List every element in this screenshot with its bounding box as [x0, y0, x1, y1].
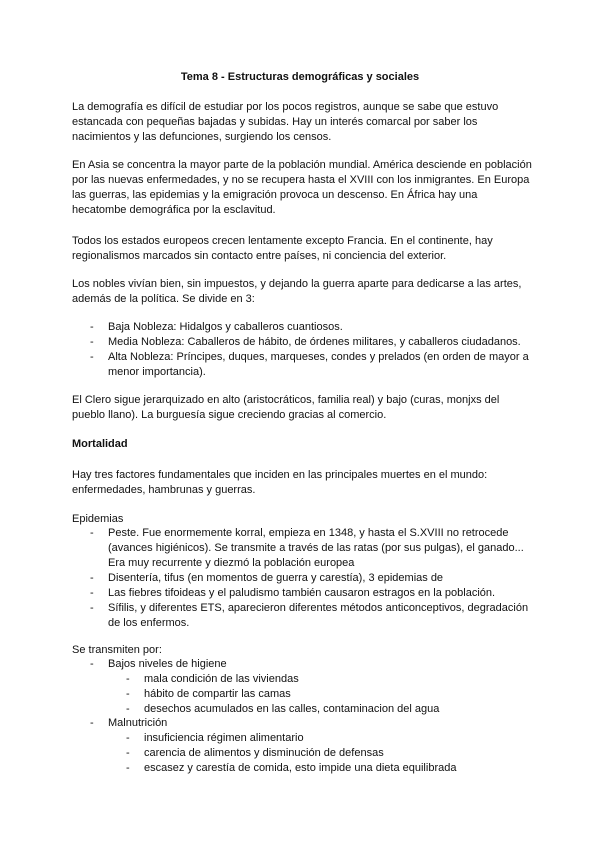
paragraph-asia: En Asia se concentra la mayor parte de la población mundial. América desciende en población por las nuevas enfermedades, y no se recupera hasta el XVIII con los inmigrantes. En Europa las guerras, las epidemias y la emigración provoca un descenso. En África hay una hecatombe demográfica por la esclavitud.	[72, 159, 532, 216]
dash-bullet: -	[90, 658, 94, 670]
list-item: - Malnutrición	[90, 717, 168, 729]
list-item: - Disentería, tifus (en momentos de guerra y carestía), 3 epidemias de	[90, 572, 444, 584]
paragraph-estados-europeos: Todos los estados europeos crecen lentamente excepto Francia. En el continente, hay regionalismos marcados sin contacto entre países, ni conciencia del exterior.	[72, 235, 493, 262]
paragraph-factores: Hay tres factores fundamentales que inciden en las principales muertes en el mundo: enfermedades, hambrunas y guerras.	[72, 469, 488, 496]
list-item: - insuficiencia régimen alimentario	[126, 732, 304, 744]
list-item: - Bajos niveles de higiene	[90, 658, 227, 670]
nobleza-list	[90, 320, 532, 380]
list-item: - Alta Nobleza: Príncipes, duques, marqueses, condes y prelados (en orden de mayor a menor importancia).	[90, 351, 529, 378]
list-item: - escasez y carestía de comida, esto impide una dieta equilibrada	[126, 762, 457, 774]
dash-bullet: -	[126, 747, 130, 759]
list-item: - carencia de alimentos y disminución de defensas	[126, 747, 384, 759]
dash-bullet: -	[126, 688, 130, 700]
list-item: - Sífilis, y diferentes ETS, aparecieron diferentes métodos anticonceptivos, degradación de los enfermos.	[90, 602, 529, 629]
paragraph-clero: El Clero sigue jerarquizado en alto (aristocráticos, familia real) y bajo (curas, monjxs del pueblo llano). La burguesía sigue creciendo gracias al comercio.	[72, 394, 500, 421]
epidemias-list	[90, 526, 532, 631]
document-title: Tema 8 - Estructuras demográficas y sociales	[180, 71, 420, 83]
paragraph-demografia: La demografía es difícil de estudiar por los pocos registros, aunque se sabe que estuvo estancada con pequeñas bajadas y subidas. Hay un interés comarcal por saber los nacimientos y las defunciones, surgiendo los censos.	[72, 101, 499, 143]
list-item: - mala condición de las viviendas	[126, 673, 299, 685]
list-item: - Las fiebres tifoideas y el paludismo también causaron estragos en la población.	[90, 587, 496, 599]
dash-bullet: -	[126, 673, 130, 685]
malnutricion-sub-list	[126, 731, 532, 776]
dash-bullet: -	[126, 703, 130, 715]
dash-bullet: -	[90, 321, 94, 333]
list-item: - Baja Nobleza: Hidalgos y caballeros cuantiosos.	[90, 321, 343, 333]
epidemias-label: Epidemias	[72, 513, 124, 525]
dash-bullet: -	[126, 732, 130, 744]
section-heading-mortalidad: Mortalidad	[72, 438, 128, 450]
dash-bullet: -	[90, 572, 94, 584]
list-item: - Media Nobleza: Caballeros de hábito, de órdenes militares, y caballeros ciudadanos.	[90, 336, 521, 348]
dash-bullet: -	[90, 527, 94, 539]
list-item: - hábito de compartir las camas	[126, 688, 291, 700]
dash-bullet: -	[90, 602, 94, 614]
dash-bullet: -	[90, 336, 94, 348]
paragraph-nobles: Los nobles vivían bien, sin impuestos, y dejando la guerra aparte para dedicarse a las artes, además de la política. Se divide en 3:	[72, 278, 522, 305]
transmiten-label: Se transmiten por:	[72, 644, 162, 656]
higiene-sub-list	[126, 672, 532, 717]
higiene-list	[90, 657, 532, 672]
dash-bullet: -	[90, 717, 94, 729]
dash-bullet: -	[90, 587, 94, 599]
dash-bullet: -	[90, 351, 94, 363]
list-item: - Peste. Fue enormemente korral, empieza en 1348, y hasta el S.XVIII no retrocede (avances higiénicos). Se transmite a través de las ratas (por sus pulgas), el ganado... Era muy recurrente y diezmó la población europea	[90, 527, 524, 569]
list-item: - desechos acumulados en las calles, contaminacion del agua	[126, 703, 440, 715]
dash-bullet: -	[126, 762, 130, 774]
malnutricion-list	[90, 716, 532, 731]
